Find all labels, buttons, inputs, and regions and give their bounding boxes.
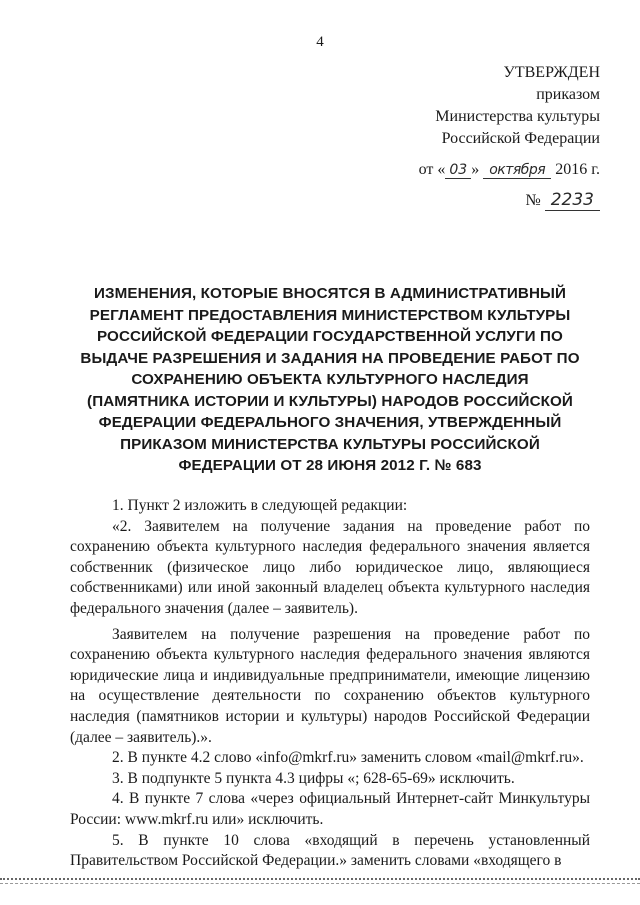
scan-edge-line-secondary xyxy=(0,883,640,884)
scan-edge-line xyxy=(0,878,640,880)
title-line: ВЫДАЧЕ РАЗРЕШЕНИЯ И ЗАДАНИЯ НА ПРОВЕДЕНИЕ РАБОТ ПО xyxy=(80,349,580,367)
federation-name: Российской Федерации xyxy=(441,130,600,147)
paragraph-quote-clause-2-cont: Заявителем на получение разрешения на проведение работ по сохранению объекта культурного наследия федерального значения являются юридические лица и индивидуальные предприниматели, имеющие лицензию на осуществление деятельности по сохранению объектов культурного наследия (памятников истории и культуры) народов Российской Федерации (далее – заявитель).». xyxy=(70,625,590,746)
order-number xyxy=(419,189,600,212)
title-line: РОССИЙСКОЙ ФЕДЕРАЦИИ ГОСУДАРСТВЕННОЙ УСЛУГИ ПО xyxy=(97,328,563,345)
title-line: ИЗМЕНЕНИЯ, КОТОРЫЕ ВНОСЯТСЯ В АДМИНИСТРАТИВНЫЙ xyxy=(93,285,567,302)
date-year: 2016 г. xyxy=(555,161,600,178)
paragraph-item-5: 5. В пункте 10 слова «входящий в перечень установленный Правительством Российской Федерации.» заменить словами «входящего в xyxy=(70,831,590,870)
title-line: ФЕДЕРАЦИИ ОТ 28 ИЮНЯ 2012 Г. № 683 xyxy=(178,457,482,474)
ministry-name: Министерства культуры xyxy=(435,108,600,125)
handwritten-number: 2233 xyxy=(545,190,600,211)
document-title xyxy=(60,283,600,477)
page-number: 4 xyxy=(316,34,324,50)
title-line: ПРИКАЗОМ МИНИСТЕРСТВА КУЛЬТУРЫ РОССИЙСКОЙ xyxy=(120,435,540,453)
title-line: ФЕДЕРАЦИИ ФЕДЕРАЛЬНОГО ЗНАЧЕНИЯ, УТВЕРЖДЕННЫЙ xyxy=(98,414,562,431)
handwritten-day: 03 xyxy=(445,162,471,179)
title-line: (ПАМЯТНИКА ИСТОРИИ И КУЛЬТУРЫ) НАРОДОВ РОССИЙСКОЙ xyxy=(87,392,573,410)
paragraph-item-2: 2. В пункте 4.2 слово «info@mkrf.ru» заменить словом «mail@mkrf.ru». xyxy=(112,749,584,767)
date-prefix: от « xyxy=(418,161,446,178)
title-line: СОХРАНЕНИЮ ОБЪЕКТА КУЛЬТУРНОГО НАСЛЕДИЯ xyxy=(131,371,529,388)
paragraph-item-4: 4. В пункте 7 слова «через официальный Интернет-сайт Минкультуры России: www.mkrf.ru или» исключить. xyxy=(70,790,590,828)
number-label: № xyxy=(525,192,541,209)
approved-by-order: приказом xyxy=(536,86,600,103)
handwritten-month: октября xyxy=(483,162,551,179)
document-body xyxy=(70,496,590,872)
paragraph-quote-clause-2: «2. Заявителем на получение задания на проведение работ по сохранению объекта культурного наследия федерального значения является собственник (физическое лицо либо юридическое лицо, являющиеся собственниками) или иной законный владелец объекта культурного наследия федерального значения (далее – заявитель). xyxy=(70,517,590,617)
paragraph-item-3: 3. В подпункте 5 пункта 4.3 цифры «; 628-65-69» исключить. xyxy=(112,769,515,787)
approval-stamp-block xyxy=(419,62,600,212)
order-date xyxy=(419,159,600,181)
title-line: РЕГЛАМЕНТ ПРЕДОСТАВЛЕНИЯ МИНИСТЕРСТВОМ КУЛЬТУРЫ xyxy=(89,306,571,324)
date-mid: » xyxy=(471,161,480,178)
paragraph-item-1: 1. Пункт 2 изложить в следующей редакции: xyxy=(112,497,408,514)
approved-heading: УТВЕРЖДЕН xyxy=(503,64,600,81)
